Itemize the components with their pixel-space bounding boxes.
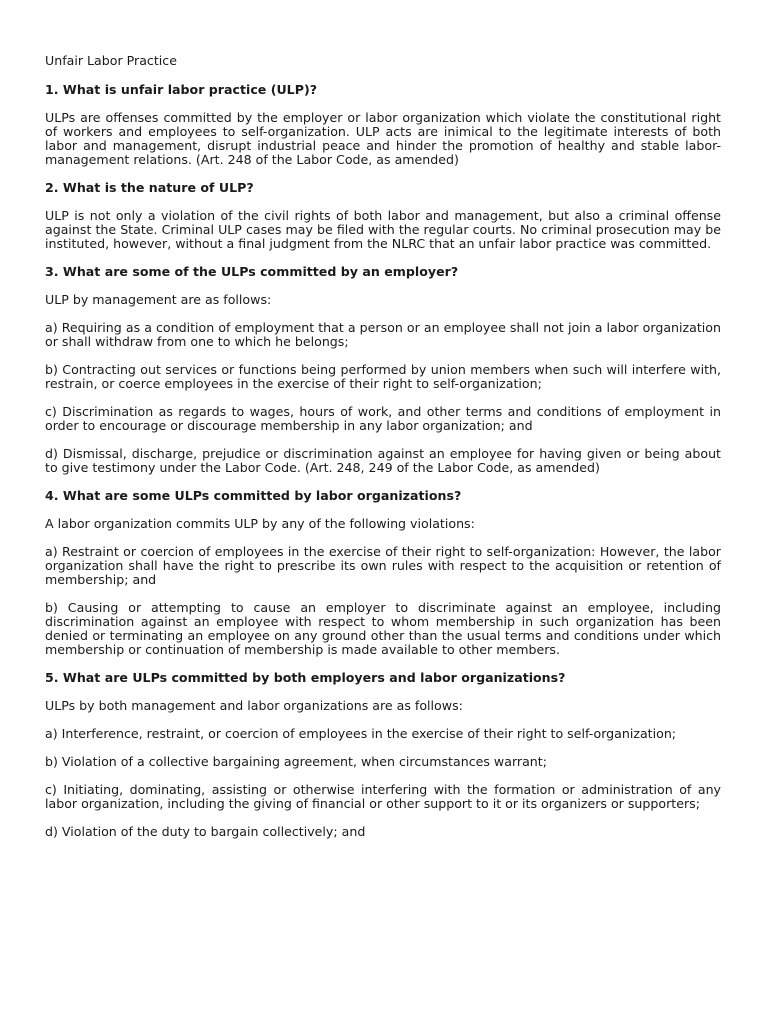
section-paragraph: ULP is not only a violation of the civil rights of both labor and management, but also a criminal offense against the State. Criminal ULP cases may be filed with the regular courts. No criminal prosecution may be instituted, however, without a final judgment from the NLRC that an unfair labor practice was committed.: [45, 208, 721, 251]
section-5: [45, 671, 721, 839]
section-question: 4. What are some ULPs committed by labor organizations?: [45, 488, 462, 503]
section-paragraph: d) Dismissal, discharge, prejudice or discrimination against an employee for having given or being about to give testimony under the Labor Code. (Art. 248, 249 of the Labor Code, as amended): [45, 446, 721, 475]
section-paragraph: b) Contracting out services or functions being performed by union members when such will interfere with, restrain, or coerce employees in the exercise of their right to self-organization;: [45, 362, 721, 391]
section-paragraph: a) Requiring as a condition of employment that a person or an employee shall not join a labor organization or shall withdraw from one to which he belongs;: [45, 320, 721, 349]
section-question: 3. What are some of the ULPs committed by an employer?: [45, 264, 459, 279]
section-paragraph: b) Causing or attempting to cause an employer to discriminate against an employee, including discrimination against an employee with respect to whom membership in such organization has been denied or terminating an employee on any ground other than the usual terms and conditions under which membership or continuation of membership is made available to other members.: [45, 600, 721, 657]
document-page: [45, 54, 721, 853]
section-3: [45, 265, 721, 475]
section-paragraph: b) Violation of a collective bargaining agreement, when circumstances warrant;: [45, 754, 547, 769]
section-paragraph: d) Violation of the duty to bargain collectively; and: [45, 824, 366, 839]
section-1: [45, 83, 721, 167]
section-paragraph: a) Restraint or coercion of employees in the exercise of their right to self-organization: However, the labor organization shall have the right to prescribe its own rules with respect to the acquisition or retention of membership; and: [45, 544, 721, 587]
section-paragraph: c) Initiating, dominating, assisting or otherwise interfering with the formation or administration of any labor organization, including the giving of financial or other support to it or its organizers or supporters;: [45, 782, 721, 811]
section-paragraph: c) Discrimination as regards to wages, hours of work, and other terms and conditions of employment in order to encourage or discourage membership in any labor organization; and: [45, 404, 721, 433]
section-paragraph: ULP by management are as follows:: [45, 292, 272, 307]
section-paragraph: ULPs are offenses committed by the employer or labor organization which violate the constitutional right of workers and employees to self-organization. ULP acts are inimical to the legitimate interests of both labor and management, disrupt industrial peace and hinder the promotion of healthy and stable labor-management relations. (Art. 248 of the Labor Code, as amended): [45, 110, 721, 167]
section-2: [45, 181, 721, 251]
section-question: 1. What is unfair labor practice (ULP)?: [45, 82, 318, 97]
section-question: 2. What is the nature of ULP?: [45, 180, 254, 195]
section-4: [45, 489, 721, 657]
section-paragraph: a) Interference, restraint, or coercion of employees in the exercise of their right to self-organization;: [45, 726, 677, 741]
section-paragraph: ULPs by both management and labor organizations are as follows:: [45, 698, 463, 713]
section-question: 5. What are ULPs committed by both employers and labor organizations?: [45, 670, 566, 685]
section-paragraph: A labor organization commits ULP by any of the following violations:: [45, 516, 475, 531]
document-title: Unfair Labor Practice: [45, 53, 177, 68]
